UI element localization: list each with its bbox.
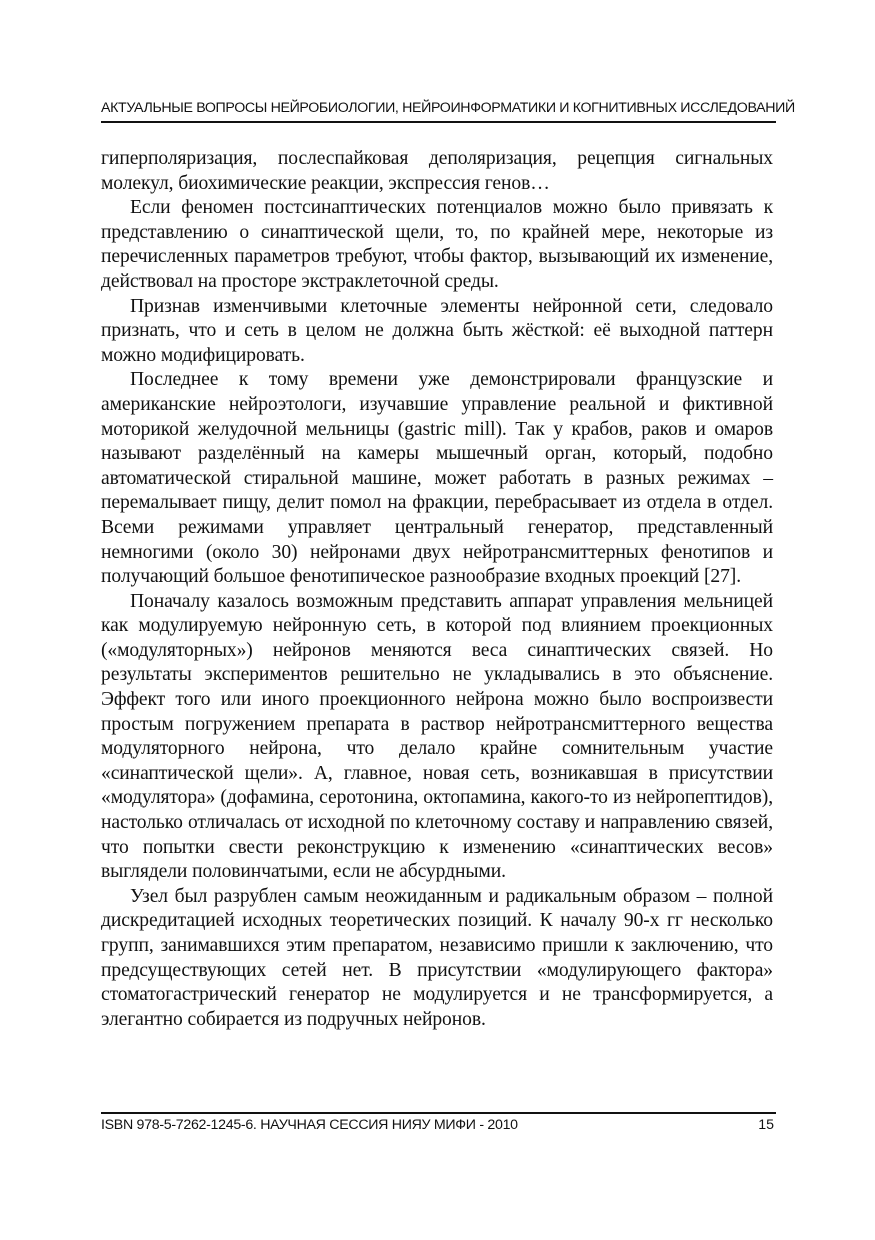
footer-divider — [101, 1112, 776, 1114]
paragraph-continuation: гиперполяризация, послеспайковая деполяризация, рецепция сигнальных молекул, биохимические реакции, экспрессия генов… — [101, 148, 773, 194]
body-text — [101, 147, 773, 1032]
paragraph: Последнее к тому времени уже демонстрировали французские и американские нейроэтологи, изучавшие управление реальной и фиктивной моторикой желудочной мельницы (gastric mill). Так у крабов, раков и омаров называют разделённый на камеры мышечный орган, который, подобно автоматической стиральной машине, может работать в разных режимах – перемалывает пищу, делит помол на фракции, перебрасывает из отдела в отдел. Всеми режимами управляет центральный генератор, представленный немногими (около 30) нейронами двух нейротрансмиттерных фенотипов и получающий большое фенотипическое разнообразие входных проекций [27]. — [101, 369, 773, 588]
paragraph: Если феномен постсинаптических потенциалов можно было привязать к представлению о синаптической щели, то, по крайней мере, некоторые из перечисленных параметров требуют, чтобы фактор, вызывающий их изменение, действовал на просторе экстраклеточной среды. — [101, 197, 773, 292]
paragraph: Узел был разрублен самым неожиданным и радикальным образом – полной дискредитацией исходных теоретических позиций. К началу 90-х гг несколько групп, занимавшихся этим препаратом, независимо пришли к заключению, что предсуществующих сетей нет. В присутствии «модулирующего фактора» стоматогастрический генератор не модулируется и не трансформируется, а элегантно собирается из подручных нейронов. — [101, 885, 773, 1030]
page-number: 15 — [758, 1117, 774, 1133]
paragraph: Поначалу казалось возможным представить аппарат управления мельницей как модулируемую нейронную сеть, в которой под влиянием проекционных («модуляторных») нейронов меняются веса синаптических связей. Но результаты экспериментов решительно не укладывались в это объяснение. Эффект того или иного проекционного нейрона можно было воспроизвести простым погружением препарата в раствор нейротрансмиттерного вещества модуляторного нейрона, что делало крайне сомнительным участие «синаптической щели». А, главное, новая сеть, возникавшая в присутствии «модулятора» (дофамина, серотонина, октопамина, какого-то из нейропептидов), настолько отличалась от исходной по клеточному составу и направлению связей, что попытки свести реконструкцию к изменению «синаптических весов» выглядели половинчатыми, если не абсурдными. — [101, 590, 773, 883]
running-header: АКТУАЛЬНЫЕ ВОПРОСЫ НЕЙРОБИОЛОГИИ, НЕЙРОИНФОРМАТИКИ И КОГНИТИВНЫХ ИССЛЕДОВАНИЙ — [101, 100, 795, 116]
paragraph: Признав изменчивыми клеточные элементы нейронной сети, следовало признать, что и сеть в целом не должна быть жёсткой: её выходной паттерн можно модифицировать. — [101, 295, 773, 366]
header-divider — [101, 121, 776, 123]
footer-isbn: ISBN 978-5-7262-1245-6. НАУЧНАЯ СЕССИЯ НИЯУ МИФИ - 2010 — [101, 1117, 518, 1133]
